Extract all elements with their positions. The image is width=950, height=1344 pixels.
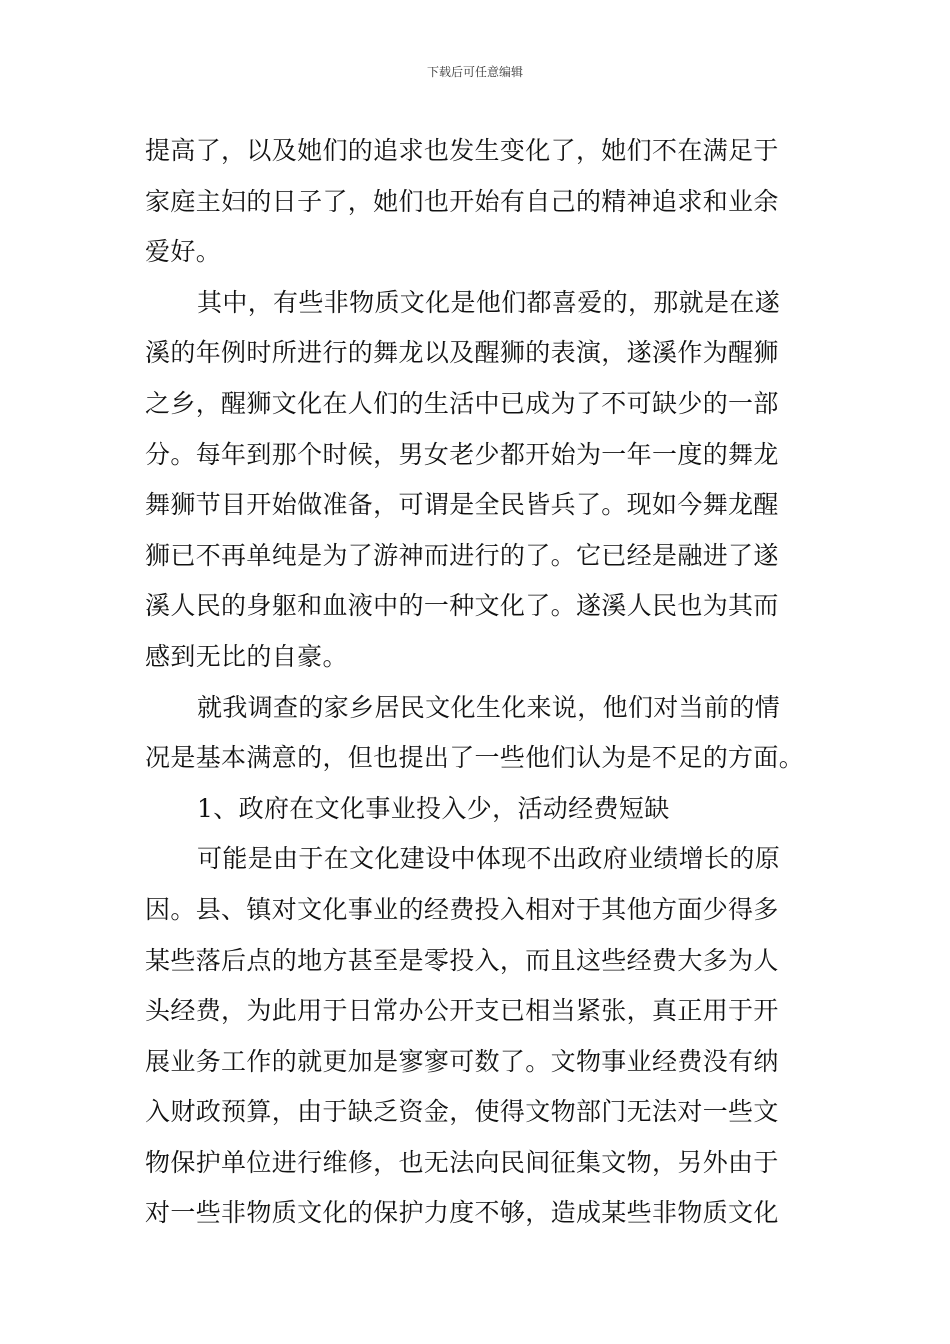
text-line: 某些落后点的地方甚至是零投入，而且这些经费大多为人 <box>145 945 779 975</box>
text-line: 分。每年到那个时候，男女老少都开始为一年一度的舞龙 <box>145 439 779 469</box>
text-line: 况是基本满意的，但也提出了一些他们认为是不足的方面。 <box>145 743 805 773</box>
text-line: 感到无比的自豪。 <box>145 641 348 671</box>
text-line: 物保护单位进行维修，也无法向民间征集文物，另外由于 <box>145 1147 779 1177</box>
text-line: 就我调查的家乡居民文化生化来说，他们对当前的情 <box>197 692 781 722</box>
text-line: 展业务工作的就更加是寥寥可数了。文物事业经费没有纳 <box>145 1046 779 1076</box>
text-line: 对一些非物质文化的保护力度不够，造成某些非物质文化 <box>145 1198 779 1228</box>
document-body <box>145 126 810 1239</box>
page-header-note: 下载后可任意编辑 <box>426 65 523 79</box>
text-line: 入财政预算，由于缺乏资金，使得文物部门无法对一些文 <box>145 1097 779 1127</box>
text-line: 爱好。 <box>145 237 222 267</box>
text-line: 1、政府在文化事业投入少，活动经费短缺 <box>197 793 670 823</box>
text-line: 可能是由于在文化建设中体现不出政府业绩增长的原 <box>197 844 781 874</box>
text-line: 舞狮节目开始做准备，可谓是全民皆兵了。现如今舞龙醒 <box>145 490 779 520</box>
text-line: 因。县、镇对文化事业的经费投入相对于其他方面少得多 <box>145 894 779 924</box>
text-line: 头经费，为此用于日常办公开支已相当紧张，真正用于开 <box>145 996 779 1026</box>
text-line: 之乡，醒狮文化在人们的生活中已成为了不可缺少的一部 <box>145 388 779 418</box>
text-line: 家庭主妇的日子了，她们也开始有自己的精神追求和业余 <box>145 186 779 216</box>
text-line: 其中，有些非物质文化是他们都喜爱的，那就是在遂 <box>197 287 781 317</box>
text-line: 溪人民的身躯和血液中的一种文化了。遂溪人民也为其而 <box>145 591 779 621</box>
text-line: 狮已不再单纯是为了游神而进行的了。它已经是融进了遂 <box>145 540 779 570</box>
text-line: 提高了，以及她们的追求也发生变化了，她们不在满足于 <box>145 136 779 165</box>
text-line: 溪的年例时所进行的舞龙以及醒狮的表演，遂溪作为醒狮 <box>145 338 779 368</box>
